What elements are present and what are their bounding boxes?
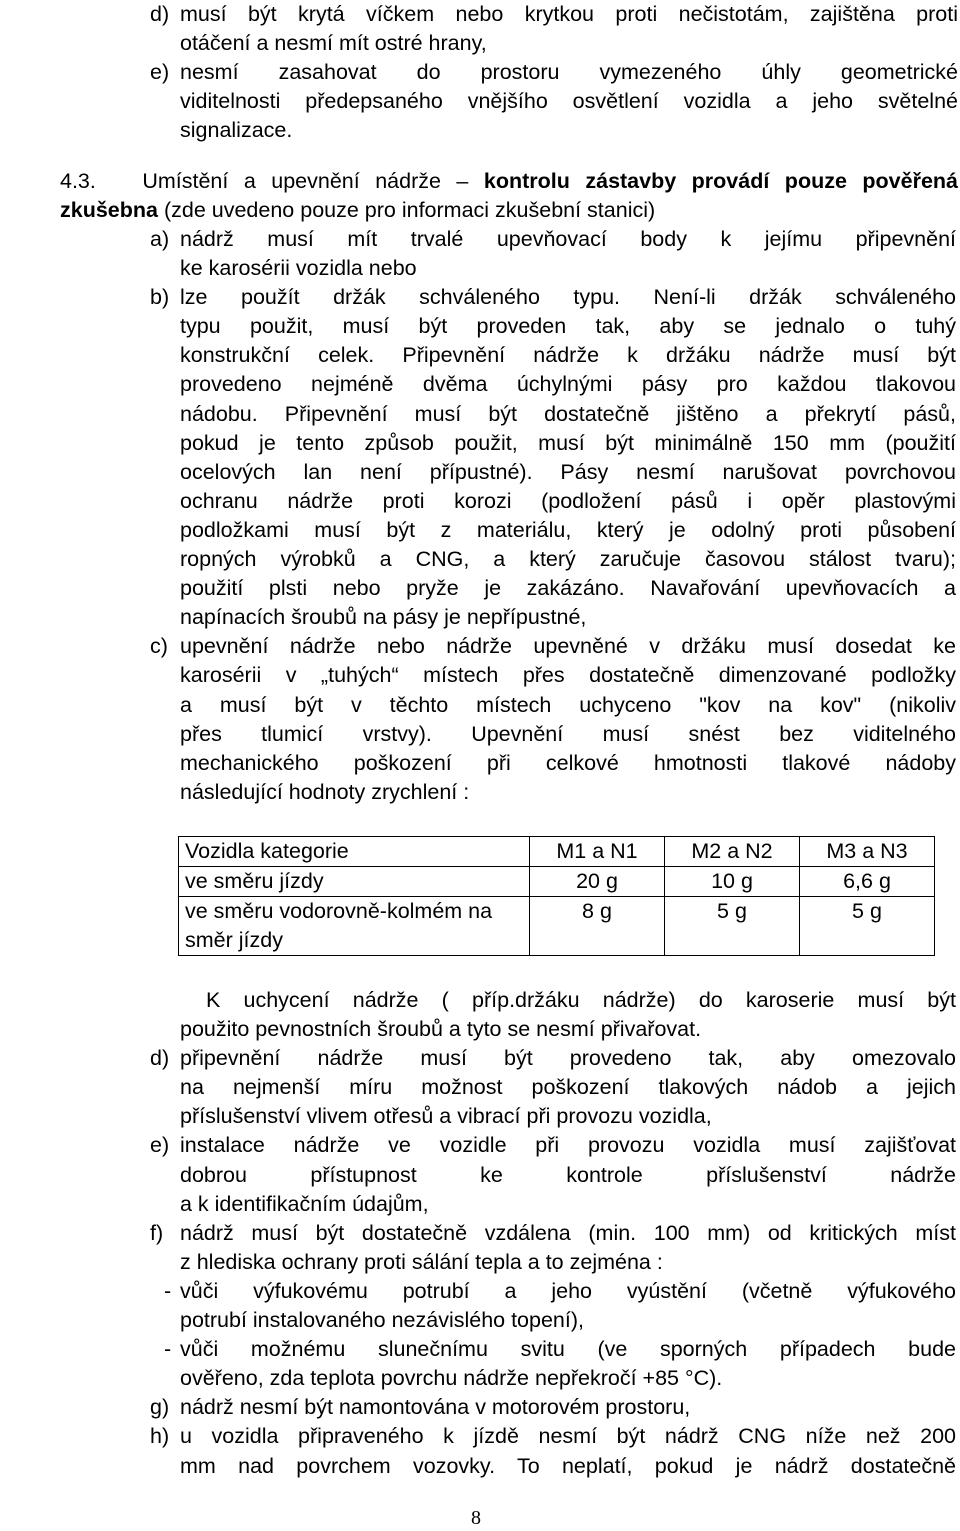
item-label: f): [150, 1220, 164, 1245]
item-text: karosérii v „tuhých“ místech přes dostatečně dimenzované podložky: [180, 663, 956, 688]
item-label: c): [150, 634, 168, 659]
list-item-d: [150, 1044, 956, 1131]
table-cell: 6,6 g: [800, 867, 935, 897]
item-label: g): [150, 1395, 170, 1420]
item-text: instalace nádrže ve vozidle při provozu vozidla musí zajišťovat: [180, 1133, 956, 1158]
list-item-d-top: [150, 0, 958, 58]
table-cell: ve směru jízdy: [179, 867, 530, 897]
item-text: z hlediska ochrany proti sálání tepla a to zejména :: [180, 1249, 663, 1274]
item-text: nádrž musí být dostatečně vzdálena (min. 100 mm) od kritických míst: [180, 1220, 956, 1245]
item-text: lze použít držák schváleného typu. Není-li držák schváleného: [180, 285, 956, 310]
item-text: potrubí instalovaného nezávislého topení),: [180, 1308, 584, 1333]
table-cell: 20 g: [530, 867, 665, 897]
list-item-b: [150, 283, 956, 632]
page-number: 8: [471, 1507, 481, 1529]
item-text: ocelových lan není přípustné). Pásy nesmí narušovat povrchovou: [180, 459, 956, 484]
top-list: [150, 0, 958, 145]
item-text: napínacích šroubů na pásy je nepřípustné,: [180, 605, 587, 630]
table-cell: 5 g: [800, 897, 935, 956]
section-heading-line1: [60, 167, 958, 196]
paragraph-text: K uchycení nádrže ( příp.držáku nádrže) do karoserie musí být: [206, 988, 956, 1012]
item-text: signalizace.: [180, 118, 293, 143]
item-text: upevnění nádrže nebo nádrže upevněné v držáku musí dosedat ke: [180, 634, 956, 659]
section-title-bold-2: zkušebna: [60, 198, 158, 223]
dash-marker: -: [164, 1337, 172, 1362]
item-label: e): [150, 60, 170, 85]
table-header-cell: M1 a N1: [530, 837, 665, 867]
item-text: viditelnosti předepsaného vnějšího osvětlení vozidla a jeho světelné: [180, 89, 958, 114]
section-heading: [60, 167, 958, 225]
section-note: (zde uvedeno pouze pro informaci zkušební stanici): [163, 198, 656, 223]
acceleration-table: [178, 836, 935, 956]
item-text: mm nad povrchem vozovky. To neplatí, pokud je nádrž dostatečně: [180, 1453, 956, 1478]
table-header-row: [179, 837, 935, 867]
item-text: připevnění nádrže musí být provedeno tak, aby omezovalo: [180, 1046, 956, 1071]
paragraph-text: použito pevnostních šroubů a tyto se nesmí přivařovat.: [180, 1017, 702, 1042]
list-item-h: [150, 1422, 956, 1480]
item-text: musí být krytá víčkem nebo krytkou proti nečistotám, zajištěna proti: [180, 2, 958, 26]
item-text: typu použit, musí být proveden tak, aby se jednalo o tuhý: [180, 314, 956, 339]
item-text: nesmí zasahovat do prostoru vymezeného úhly geometrické: [180, 60, 958, 85]
item-text: ověřeno, zda teplota povrchu nádrže nepřekročí +85 °C).: [180, 1366, 723, 1391]
item-text: použití plsti nebo pryže je zakázáno. Navařování upevňovacích a: [180, 576, 956, 601]
item-text: u vozidla připraveného k jízdě nesmí být nádrž CNG níže než 200: [180, 1424, 956, 1449]
item-text: dobrou přístupnost ke kontrole příslušenství nádrže: [180, 1162, 956, 1187]
item-text: příslušenství vlivem otřesů a vibrací při provozu vozidla,: [180, 1104, 712, 1129]
item-text: ke karosérii vozidla nebo: [180, 256, 417, 281]
item-text: podložkami musí být z materiálu, který je odolný proti působení: [180, 517, 956, 542]
item-text: otáčení a nesmí mít ostré hrany,: [180, 31, 487, 56]
list-item-f: [150, 1219, 956, 1277]
list-item-a: [150, 225, 956, 283]
section-list: [150, 225, 956, 807]
item-text: provedeno nejméně dvěma úchylnými pásy pro každou tlakovou: [180, 372, 956, 397]
table-cell: 5 g: [665, 897, 800, 956]
item-text: vůči výfukovému potrubí a jeho vyústění (včetně výfukového: [180, 1278, 956, 1303]
item-text: ochranu nádrže proti korozi (podložení pásů i opěr plastovými: [180, 488, 956, 513]
list-item-e: [150, 1131, 956, 1218]
table-row: [179, 897, 935, 956]
item-text: ropných výrobků a CNG, a který zaručuje časovou stálost tvaru);: [180, 547, 956, 572]
section-number: 4.3.: [60, 169, 96, 193]
list-item-g: [150, 1393, 956, 1422]
item-text: následující hodnoty zrychlení :: [180, 779, 470, 804]
item-text: přes tlumicí vrstvy). Upevnění musí snést bez viditelného: [180, 721, 956, 746]
table-header-cell: Vozidla kategorie: [179, 837, 530, 867]
dash-item-exhaust: [150, 1277, 956, 1335]
item-text: nádrž nesmí být namontována v motorovém prostoru,: [180, 1395, 691, 1420]
item-text: a k identifikačním údajům,: [180, 1191, 429, 1216]
item-text: konstrukční celek. Připevnění nádrže k držáku nádrže musí být: [180, 343, 956, 368]
item-text: na nejmenší míru možnost poškození tlakových nádob a jejich: [180, 1075, 956, 1100]
item-label: b): [150, 285, 170, 310]
item-label: d): [150, 1046, 170, 1071]
table-cell: 10 g: [665, 867, 800, 897]
item-label: e): [150, 1133, 170, 1158]
item-label: a): [150, 227, 170, 251]
table-header-cell: M2 a N2: [665, 837, 800, 867]
after-table-list: [150, 986, 956, 1481]
section-title: Umístění a upevnění nádrže –: [142, 169, 469, 193]
item-text: nádobu. Připevnění musí být dostatečně jištěno a překrytí pásů,: [180, 401, 956, 426]
item-text: a musí být v těchto místech uchyceno "kov na kov" (nikoliv: [180, 692, 956, 717]
section-title-bold: kontrolu zástavby provádí pouze pověřená: [483, 169, 958, 193]
dash-marker: -: [164, 1278, 172, 1303]
item-label: d): [150, 2, 170, 26]
item-label: h): [150, 1424, 170, 1449]
table-cell: 8 g: [530, 897, 665, 956]
table-cell: ve směru vodorovně-kolmém na směr jízdy: [179, 897, 530, 956]
table-row: [179, 867, 935, 897]
section-heading-line2: [60, 196, 958, 225]
table-header-cell: M3 a N3: [800, 837, 935, 867]
dash-item-sunlight: [150, 1335, 956, 1393]
item-text: mechanického poškození při celkové hmotnosti tlakové nádoby: [180, 750, 956, 775]
list-item-c: [150, 632, 956, 807]
item-text: pokud je tento způsob použit, musí být minimálně 150 mm (použití: [180, 430, 956, 455]
item-text: vůči možnému slunečnímu svitu (ve sporných případech bude: [180, 1337, 956, 1362]
list-item-e-top: [150, 58, 958, 145]
item-text: nádrž musí mít trvalé upevňovací body k jejímu připevnění: [180, 227, 956, 251]
